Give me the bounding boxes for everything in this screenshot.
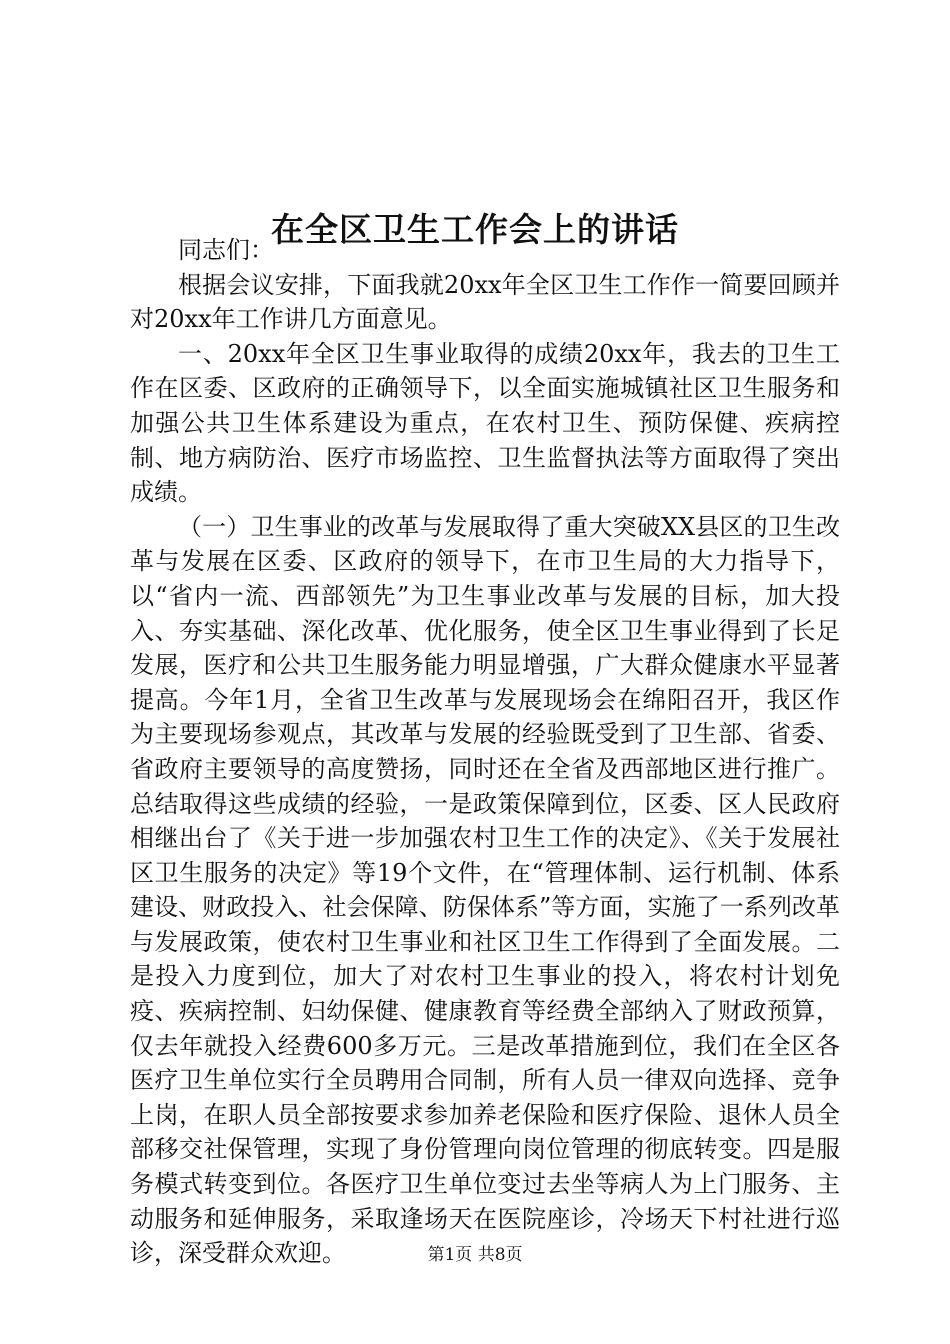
document-body [130,233,840,1271]
salutation: 同志们： [178,236,274,264]
paragraph-section-one: 一、20xx年全区卫生事业取得的成绩20xx年，我去的卫生工作在区委、区政府的正确领导下，以全面实施城镇社区卫生服务和加强公共卫生体系建设为重点，在农村卫生、预防保健、疾病控制、地方病防治、医疗市场监控、卫生监督执法等方面取得了突出成绩。 [130,339,840,507]
paragraph-intro: 根据会议安排，下面我就20xx年全区卫生工作作一简要回顾并对20xx年工作讲几方面意见。 [130,270,840,334]
page-footer: 第1页 共8页 [427,1245,523,1265]
document-title: 在全区卫生工作会上的讲话 [271,210,679,250]
paragraph-subsection-one: （一）卫生事业的改革与发展取得了重大突破XX县区的卫生改革与发展在区委、区政府的领导下，在市卫生局的大力指导下，以“省内一流、西部领先”为卫生事业改革与发展的目标，加大投入、夯实基础、深化改革、优化服务，使全区卫生事业得到了长足发展，医疗和公共卫生服务能力明显增强，广大群众健康水平显著提高。今年1月，全省卫生改革与发展现场会在绵阳召开，我区作为主要现场参观点，其改革与发展的经验既受到了卫生部、省委、省政府主要领导的高度赞扬，同时还在全省及西部地区进行推广。总结取得这些成绩的经验，一是政策保障到位，区委、区人民政府相继出台了《关于进一步加强农村卫生工作的决定》、《关于发展社区卫生服务的决定》等19个文件，在“管理体制、运行机制、体系建设、财政投入、社会保障、防保体系”等方面，实施了一系列改革与发展政策，使农村卫生事业和社区卫生工作得到了全面发展。二是投入力度到位，加大了对农村卫生事业的投入，将农村计划免疫、疾病控制、妇幼保健、健康教育等经费全部纳入了财政预算，仅去年就投入经费600多万元。三是改革措施到位，我们在全区各医疗卫生单位实行全员聘用合同制，所有人员一律双向选择、竞争上岗，在职人员全部按要求参加养老保险和医疗保险、退休人员全部移交社保管理，实现了身份管理向岗位管理的彻底转变。四是服务模式转变到位。各医疗卫生单位变过去坐等病人为上门服务、主动服务和延伸服务，采取逢场天在医院座诊，冷场天下村社进行巡诊，深受群众欢迎。 [130,512,840,1268]
